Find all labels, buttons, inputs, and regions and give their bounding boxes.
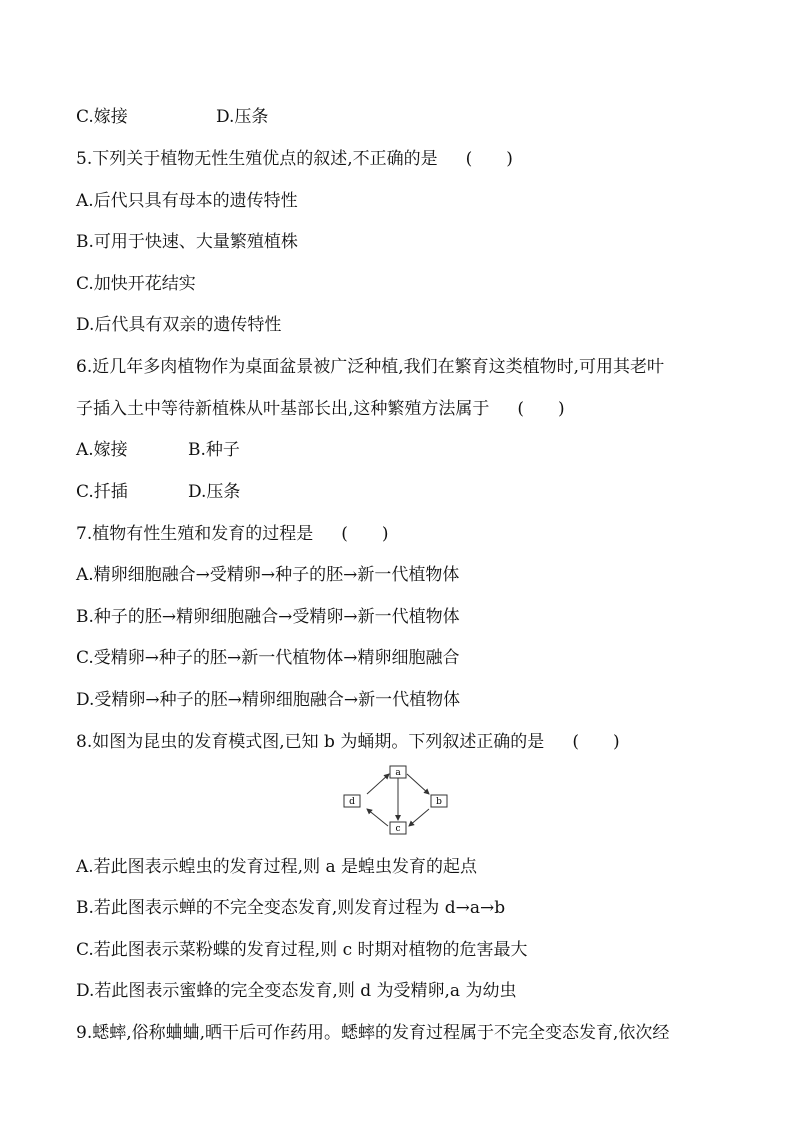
q7-option-b: B.种子的胚→精卵细胞融合→受精卵→新一代植物体 [76,607,460,627]
node-a-label: a [395,768,401,778]
q6-option-b: B.种子 [188,440,240,460]
q6-option-a: A.嫁接 [76,440,128,460]
node-c-label: c [395,824,401,834]
arrow-a-to-b [407,774,429,794]
insect-development-diagram [340,764,458,836]
q6-option-d: D.压条 [188,482,241,502]
q5-option-b: B.可用于快速、大量繁殖植株 [76,232,298,252]
q4-option-d: D.压条 [216,107,269,127]
q8-option-c: C.若此图表示菜粉蝶的发育过程,则 c 时期对植物的危害最大 [76,940,528,960]
q7-answer-paren: ( ) [341,524,389,544]
q5-option-c: C.加快开花结实 [76,274,196,294]
q7-option-d: D.受精卵→种子的胚→精卵细胞融合→新一代植物体 [76,690,461,710]
q5-option-d: D.后代具有双亲的遗传特性 [76,315,282,335]
q9-stem-line1: 9.蟋蟀,俗称蛐蛐,晒干后可作药用。蟋蟀的发育过程属于不完全变态发育,依次经 [76,1023,670,1043]
q6-stem-line1: 6.近几年多肉植物作为桌面盆景被广泛种植,我们在繁育这类植物时,可用其老叶 [76,357,665,377]
q8-option-b: B.若此图表示蝉的不完全变态发育,则发育过程为 d→a→b [76,898,506,918]
q6-answer-paren: ( ) [517,399,565,419]
q7-stem [76,524,389,544]
q5-stem-text: 5.下列关于植物无性生殖优点的叙述,不正确的是 [76,149,438,169]
q8-answer-paren: ( ) [572,732,620,752]
q7-stem-text: 7.植物有性生殖和发育的过程是 [76,524,314,544]
q5-option-a: A.后代只具有母本的遗传特性 [76,191,298,211]
q8-stem-text: 8.如图为昆虫的发育模式图,已知 b 为蛹期。下列叙述正确的是 [76,732,545,752]
q8-stem [76,732,620,752]
q8-option-d: D.若此图表示蜜蜂的完全变态发育,则 d 为受精卵,a 为幼虫 [76,981,517,1001]
q4-option-c: C.嫁接 [76,107,128,127]
arrow-c-to-d [367,809,388,826]
diagram-svg [340,764,458,836]
q5-stem [76,149,513,169]
q8-option-a: A.若此图表示蝗虫的发育过程,则 a 是蝗虫发育的起点 [76,857,478,877]
q7-option-a: A.精卵细胞融合→受精卵→种子的胚→新一代植物体 [76,565,460,585]
arrow-d-to-a [367,774,389,794]
node-d-label: d [349,797,355,807]
node-b-label: b [436,797,442,807]
q6-stem-line2 [76,399,565,419]
q6-stem-text: 子插入土中等待新植株从叶基部长出,这种繁殖方法属于 [76,399,490,419]
arrow-b-to-c [409,809,429,826]
q7-option-c: C.受精卵→种子的胚→新一代植物体→精卵细胞融合 [76,648,460,668]
q5-answer-paren: ( ) [465,149,513,169]
q6-option-c: C.扦插 [76,482,128,502]
